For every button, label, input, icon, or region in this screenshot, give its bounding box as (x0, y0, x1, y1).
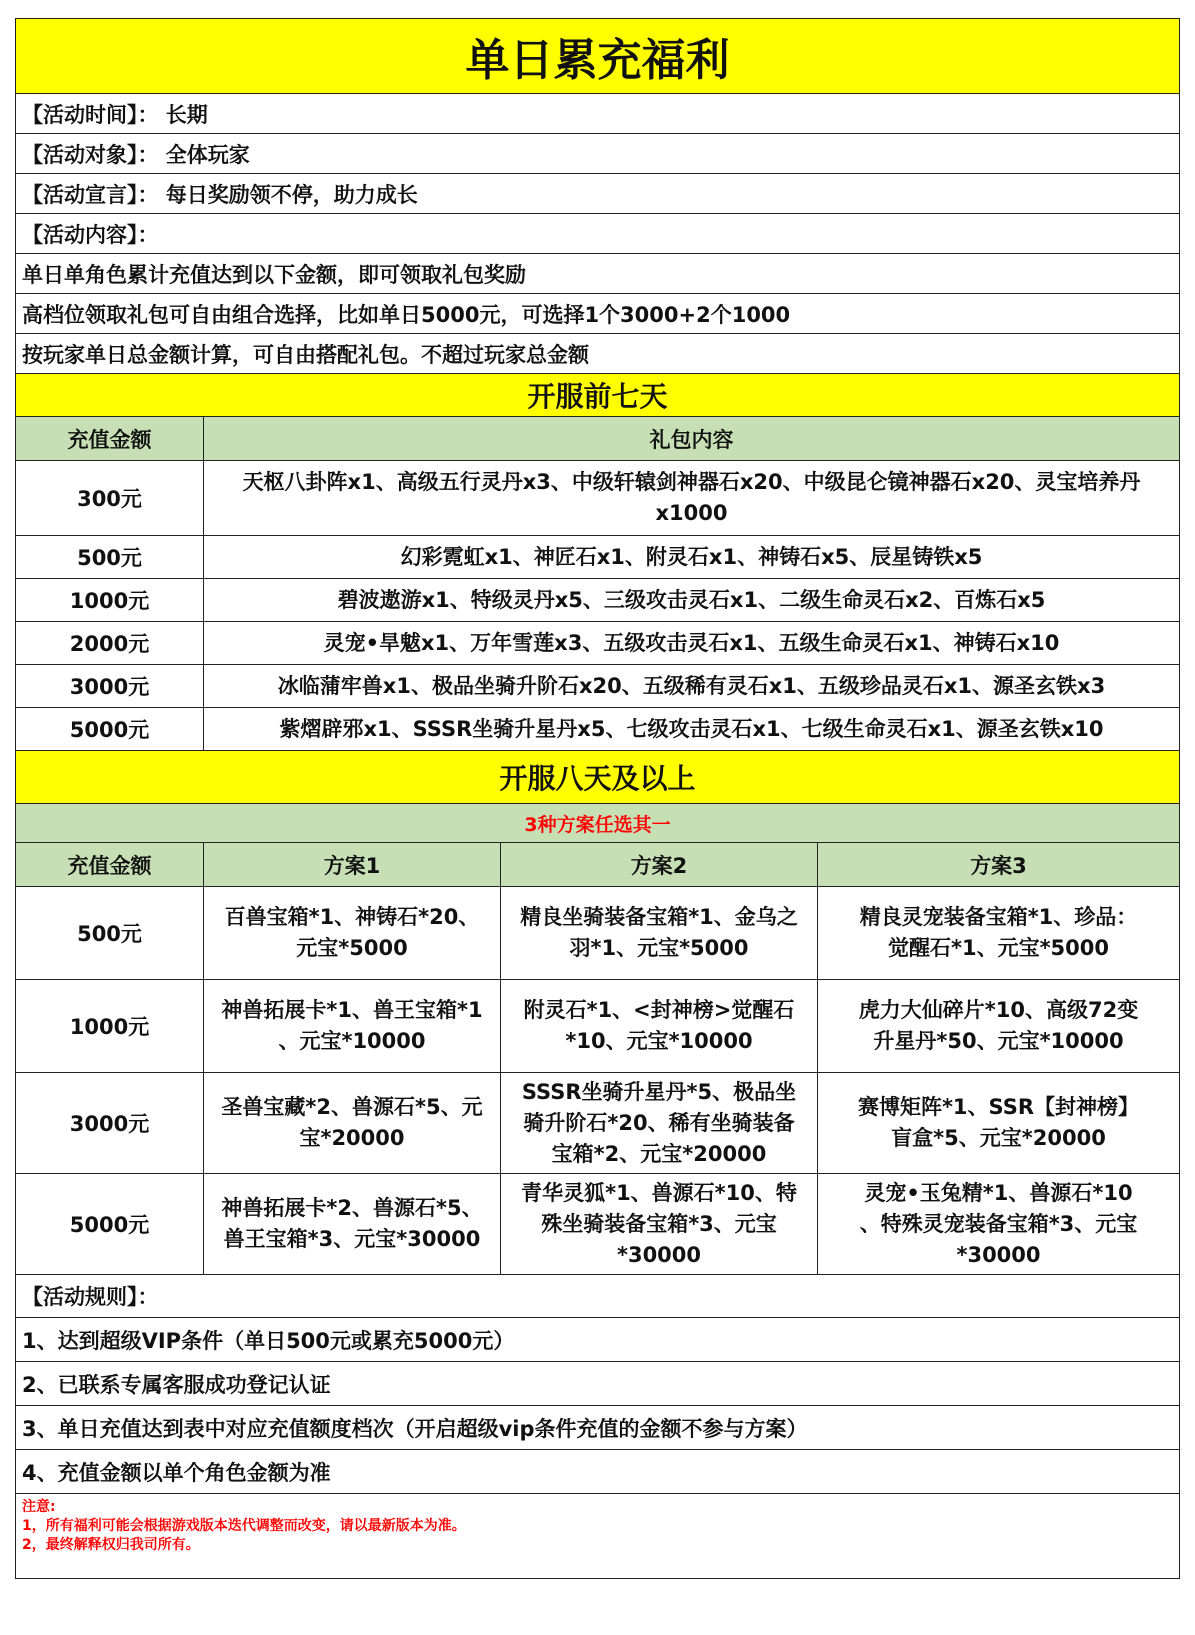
s2-amount-500: 500元 (16, 887, 204, 980)
notes (16, 1494, 1180, 1579)
section2-col-plan2: 方案2 (501, 843, 818, 887)
s2-amount-1000: 1000元 (16, 980, 204, 1073)
info-activity-slogan: 【活动宣言】： 每日奖励领不停，助力成长 (16, 174, 1180, 214)
text-line: 殊坐骑装备宝箱*3、元宝 (541, 1211, 777, 1236)
s1-content-1000: 碧波遨游x1、特级灵丹x5、三级攻击灵石x1、二级生命灵石x2、百炼石x5 (204, 579, 1180, 622)
section1-col-amount: 充值金额 (16, 417, 204, 461)
text-line: 觉醒石*1、元宝*5000 (887, 936, 1110, 960)
text-line: 骑升阶石*20、稀有坐骑装备 (523, 1110, 795, 1135)
s1-amount-1000: 1000元 (16, 579, 204, 622)
rule-item-4: 4、充值金额以单个角色金额为准 (16, 1450, 1180, 1494)
welfare-sheet (15, 18, 1180, 1579)
section1-title: 开服前七天 (16, 374, 1180, 417)
s1-content-3000: 冰临蒲牢兽x1、极品坐骑升阶石x20、五级稀有灵石x1、五级珍品灵石x1、源圣玄铁x3 (204, 665, 1180, 708)
text-line: 兽王宝箱*3、元宝*30000 (223, 1227, 481, 1251)
s2-r5000-plan3 (818, 1174, 1180, 1275)
notes-item-2: 2，最终解释权归我司所有。 (22, 1537, 200, 1553)
text-line: 赛博矩阵*1、SSR【封神榜】 (857, 1095, 1140, 1119)
info-activity-content: 【活动内容】： (16, 214, 1180, 254)
notes-item-1: 1，所有福利可能会根据游戏版本迭代调整而改变，请以最新版本为准。 (22, 1518, 466, 1534)
info-line-2: 高档位领取礼包可自由组合选择，比如单日5000元，可选择1个3000+2个1000 (16, 294, 1180, 334)
s2-r500-plan2 (501, 887, 818, 980)
section2-col-plan1: 方案1 (204, 843, 501, 887)
s2-amount-3000: 3000元 (16, 1073, 204, 1174)
text-line: 神兽拓展卡*2、兽源石*5、 (221, 1196, 483, 1220)
s2-r1000-plan1 (204, 980, 501, 1073)
s1-content-2000: 灵宠•旱魃x1、万年雪莲x3、五级攻击灵石x1、五级生命灵石x1、神铸石x10 (204, 622, 1180, 665)
section2-col-amount: 充值金额 (16, 843, 204, 887)
s2-r500-plan3 (818, 887, 1180, 980)
text-line: *10、元宝*10000 (565, 1029, 753, 1053)
s2-r1000-plan3 (818, 980, 1180, 1073)
info-line-3: 按玩家单日总金额计算，可自由搭配礼包。不超过玩家总金额 (16, 334, 1180, 374)
s2-r3000-plan2 (501, 1073, 818, 1174)
s1-content-300: 天枢八卦阵x1、高级五行灵丹x3、中级轩辕剑神器石x20、中级昆仑镜神器石x20、灵宝培养丹x1000 (204, 461, 1180, 536)
text-line: 神兽拓展卡*1、兽王宝箱*1 (221, 998, 483, 1022)
text-line: 、元宝*10000 (278, 1029, 426, 1053)
text-line: 宝箱*2、元宝*20000 (551, 1141, 767, 1166)
page-title: 单日累充福利 (16, 19, 1180, 94)
notes-title: 注意: (22, 1499, 56, 1515)
s2-r3000-plan3 (818, 1073, 1180, 1174)
text-line: 、特殊灵宠装备宝箱*3、元宝 (859, 1211, 1138, 1236)
text-line: 元宝*5000 (296, 936, 408, 960)
text-line: *30000 (956, 1242, 1041, 1267)
rule-item-2: 2、已联系专属客服成功登记认证 (16, 1362, 1180, 1406)
text-line: 青华灵狐*1、兽源石*10、特 (521, 1180, 797, 1205)
text-line: SSSR坐骑升星丹*5、极品坐 (521, 1079, 797, 1104)
s1-amount-3000: 3000元 (16, 665, 204, 708)
info-line-1: 单日单角色累计充值达到以下金额，即可领取礼包奖励 (16, 254, 1180, 294)
text-line: 灵宠•玉兔精*1、兽源石*10 (864, 1180, 1133, 1205)
section2-subtitle: 3种方案任选其一 (16, 804, 1180, 843)
text-line: 精良灵宠装备宝箱*1、珍品： (859, 905, 1138, 929)
s2-amount-5000: 5000元 (16, 1174, 204, 1275)
s2-r5000-plan1 (204, 1174, 501, 1275)
text-line: 百兽宝箱*1、神铸石*20、 (224, 905, 480, 929)
section2-col-plan3: 方案3 (818, 843, 1180, 887)
rule-item-1: 1、达到超级VIP条件（单日500元或累充5000元） (16, 1318, 1180, 1362)
text-line: 盲盒*5、元宝*20000 (891, 1126, 1106, 1150)
s1-amount-5000: 5000元 (16, 708, 204, 751)
s2-r3000-plan1 (204, 1073, 501, 1174)
rules-header: 【活动规则】： (16, 1275, 1180, 1318)
s1-amount-500: 500元 (16, 536, 204, 579)
text-line: 虎力大仙碎片*10、高级72变 (858, 998, 1139, 1022)
text-line: 附灵石*1、<封神榜>觉醒石 (523, 998, 795, 1022)
text-line: 圣兽宝藏*2、兽源石*5、元 (221, 1095, 483, 1119)
s1-amount-300: 300元 (16, 461, 204, 536)
s2-r1000-plan2 (501, 980, 818, 1073)
text-line: 精良坐骑装备宝箱*1、金乌之 (520, 905, 798, 929)
s1-content-5000: 紫熠辟邪x1、SSSR坐骑升星丹x5、七级攻击灵石x1、七级生命灵石x1、源圣玄铁x10 (204, 708, 1180, 751)
text-line: *30000 (616, 1242, 702, 1267)
info-activity-target: 【活动对象】： 全体玩家 (16, 134, 1180, 174)
s2-r500-plan1 (204, 887, 501, 980)
section2-title: 开服八天及以上 (16, 751, 1180, 804)
info-activity-time: 【活动时间】： 长期 (16, 94, 1180, 134)
rule-item-3: 3、单日充值达到表中对应充值额度档次（开启超级vip条件充值的金额不参与方案） (16, 1406, 1180, 1450)
s2-r5000-plan2 (501, 1174, 818, 1275)
text-line: 升星丹*50、元宝*10000 (873, 1029, 1124, 1053)
text-line: 宝*20000 (299, 1126, 405, 1150)
s1-content-500: 幻彩霓虹x1、神匠石x1、附灵石x1、神铸石x5、辰星铸铁x5 (204, 536, 1180, 579)
s1-amount-2000: 2000元 (16, 622, 204, 665)
section1-col-content: 礼包内容 (204, 417, 1180, 461)
text-line: 羽*1、元宝*5000 (569, 936, 749, 960)
